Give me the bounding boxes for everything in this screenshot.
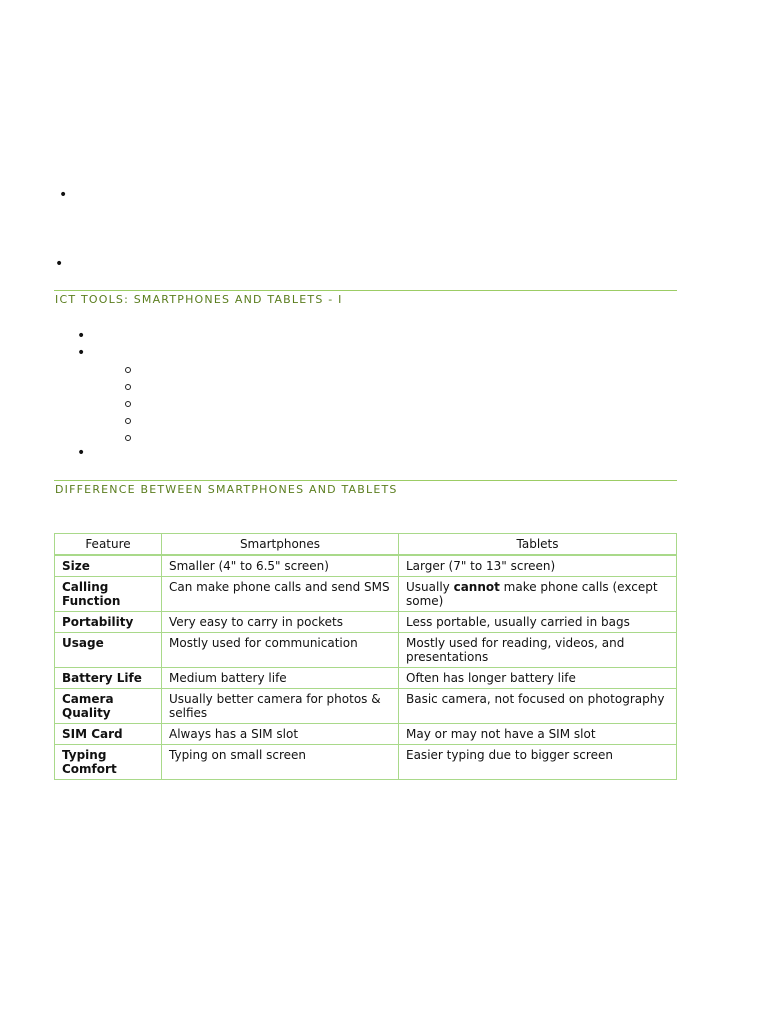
bullet-marker: • [77,328,86,344]
sub-bullet-marker [125,384,131,390]
smartphones-cell: Mostly used for communication [162,633,399,668]
column-header-smartphones: Smartphones [162,534,399,556]
tablets-cell: May or may not have a SIM slot [399,724,677,745]
feature-cell: SIM Card [55,724,162,745]
tablets-text: make phone calls (except some) [406,580,658,608]
smartphones-cell: Smaller (4" to 6.5" screen) [162,555,399,577]
table-row [55,689,677,724]
table-row [55,668,677,689]
bullet-marker: • [59,187,68,203]
comparison-table [54,533,677,780]
feature-cell: Usage [55,633,162,668]
table-row [55,724,677,745]
section-divider [54,480,677,481]
tablets-text: Usually [406,580,454,594]
feature-cell: Calling Function [55,577,162,612]
emphasis-text: cannot [453,580,500,594]
tablets-cell: Less portable, usually carried in bags [399,612,677,633]
smartphones-cell: Usually better camera for photos & selfies [162,689,399,724]
smartphones-cell: Typing on small screen [162,745,399,780]
table-row [55,577,677,612]
bullet-marker: • [55,256,64,272]
tablets-cell: Larger (7" to 13" screen) [399,555,677,577]
feature-cell: Battery Life [55,668,162,689]
tablets-cell: Mostly used for reading, videos, and presentations [399,633,677,668]
tablets-cell: Basic camera, not focused on photography [399,689,677,724]
feature-cell: Typing Comfort [55,745,162,780]
feature-cell: Size [55,555,162,577]
smartphones-cell: Always has a SIM slot [162,724,399,745]
section-heading: DIFFERENCE BETWEEN SMARTPHONES AND TABLETS [55,483,398,496]
sub-bullet-marker [125,401,131,407]
tablets-cell: Often has longer battery life [399,668,677,689]
bullet-marker: • [77,445,86,461]
table-header-row [55,534,677,556]
sub-bullet-marker [125,435,131,441]
column-header-tablets: Tablets [399,534,677,556]
section-heading: ICT TOOLS: SMARTPHONES AND TABLETS - I [55,293,343,306]
table-row [55,612,677,633]
column-header-feature: Feature [55,534,162,556]
tablets-cell [399,577,677,612]
table-row [55,745,677,780]
feature-cell: Portability [55,612,162,633]
smartphones-cell: Medium battery life [162,668,399,689]
feature-cell: Camera Quality [55,689,162,724]
sub-bullet-marker [125,367,131,373]
table-row [55,633,677,668]
smartphones-cell: Can make phone calls and send SMS [162,577,399,612]
table-row [55,555,677,577]
sub-bullet-marker [125,418,131,424]
bullet-marker: • [77,345,86,361]
section-divider [54,290,677,291]
smartphones-cell: Very easy to carry in pockets [162,612,399,633]
tablets-cell: Easier typing due to bigger screen [399,745,677,780]
